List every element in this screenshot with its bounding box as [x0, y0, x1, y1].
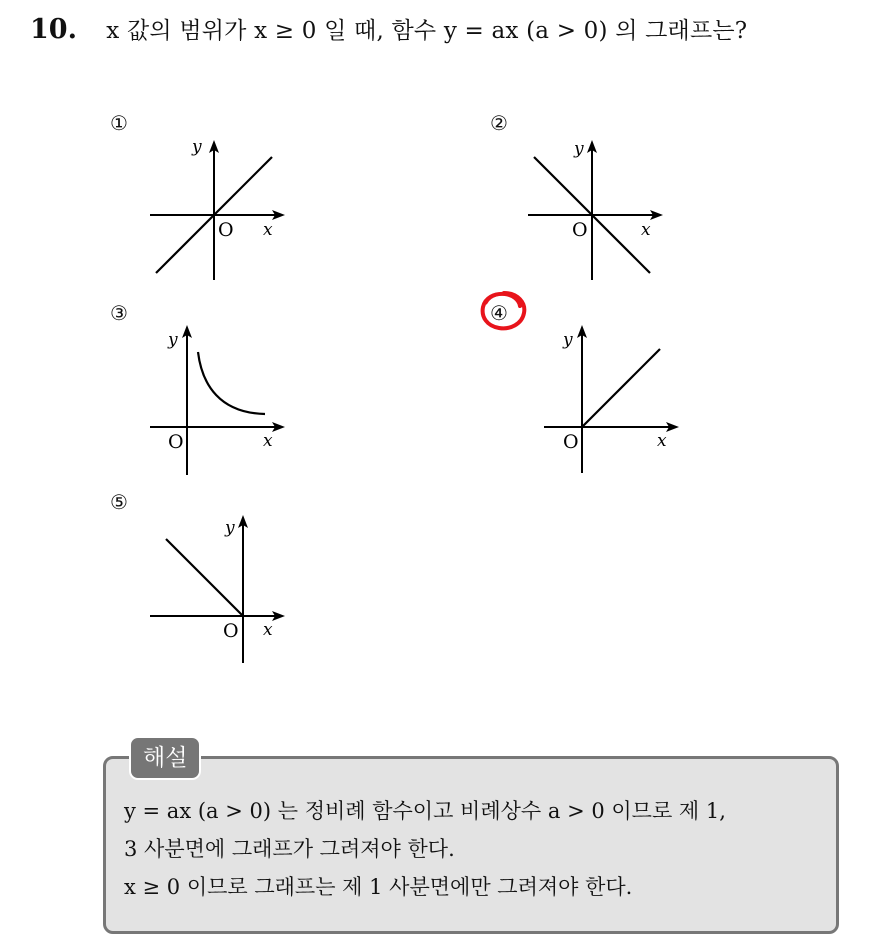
question — [30, 12, 747, 45]
choice-2-label[interactable]: ② — [490, 111, 508, 135]
answer-circle-mark — [478, 289, 528, 333]
choice-4-graph — [544, 325, 684, 479]
x-axis-label: x — [263, 620, 273, 640]
y-axis-label: y — [563, 330, 573, 350]
x-axis-label: x — [263, 431, 273, 451]
origin-label: O — [218, 219, 234, 241]
y-axis-label: y — [574, 139, 584, 159]
choice-5-graph — [150, 515, 290, 669]
choice-3-label[interactable]: ③ — [110, 301, 128, 325]
x-axis-label: x — [641, 220, 651, 240]
explanation-line-3: x ≥ 0 이므로 그래프는 제 1 사분면에만 그려져야 한다. — [124, 875, 633, 899]
question-number: 10. — [30, 14, 77, 45]
explanation-tag: 해설 — [129, 736, 201, 780]
choice-4-label[interactable]: ④ — [490, 301, 508, 325]
choice-2-graph — [528, 140, 668, 284]
x-axis-label: x — [263, 220, 273, 240]
explanation-text — [124, 792, 824, 906]
y-axis-label: y — [168, 330, 178, 350]
y-axis-label: y — [192, 137, 202, 157]
origin-label: O — [223, 620, 239, 642]
graph-ray — [582, 349, 660, 427]
x-axis-label: x — [657, 431, 667, 451]
origin-label: O — [563, 431, 579, 453]
choice-1-label[interactable]: ① — [110, 111, 128, 135]
explanation-line-2: 3 사분면에 그래프가 그려져야 한다. — [124, 837, 455, 861]
origin-label: O — [572, 219, 588, 241]
graph-segment — [166, 539, 243, 616]
explanation-line-1: y = ax (a > 0) 는 정비례 함수이고 비례상수 a > 0 이므로 제 1, — [124, 799, 726, 823]
choice-5-label[interactable]: ⑤ — [110, 490, 128, 514]
question-text: x 값의 범위가 x ≥ 0 일 때, 함수 y = ax (a > 0) 의 그래프는? — [106, 18, 748, 44]
choice-1-graph — [150, 137, 290, 284]
choice-3-graph — [150, 325, 290, 479]
y-axis-label: y — [225, 518, 235, 538]
origin-label: O — [168, 431, 184, 453]
graph-curve — [198, 352, 265, 414]
